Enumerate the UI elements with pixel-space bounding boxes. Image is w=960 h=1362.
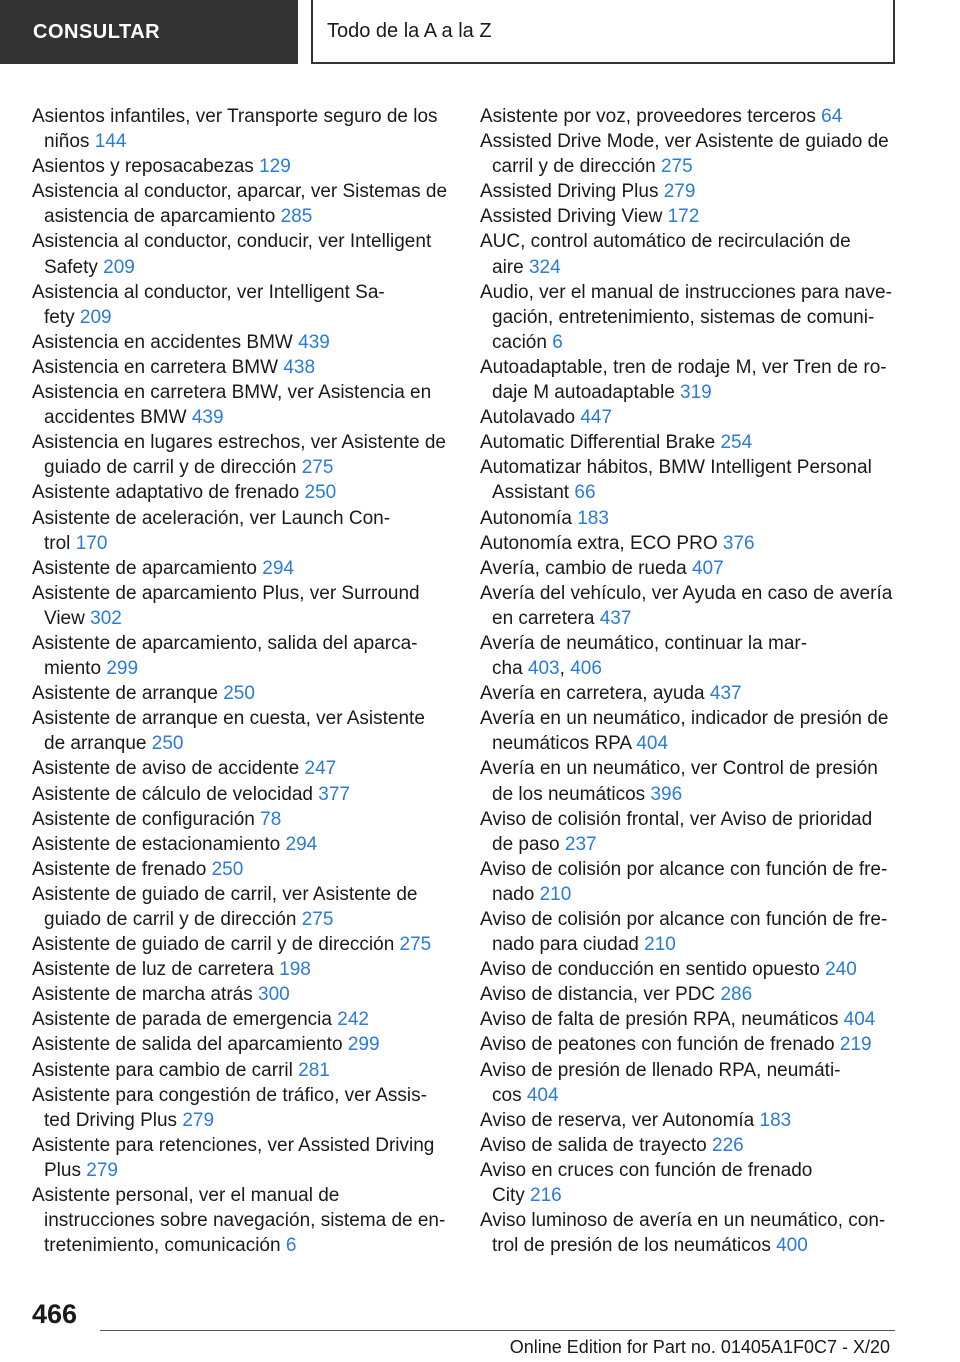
index-entry [480,1007,900,1032]
index-entry [480,1208,900,1258]
index-term: Aviso de peatones con función de frenado [480,1034,835,1056]
index-entry [480,982,900,1007]
index-entry [480,204,900,229]
index-entry [32,982,452,1007]
index-term: Aviso de colisión por alcance con función de fre- nado para ciudad [480,909,888,956]
index-term: Asistencia en lugares estrechos, ver Asistente de guiado de carril y de dirección [32,432,447,479]
index-entry [32,681,452,706]
index-term: Aviso de salida de trayecto [480,1134,707,1156]
index-term: Aviso de conducción en sentido opuesto [480,959,820,981]
index-term: Aviso de falta de presión RPA, neumáticos [480,1009,839,1031]
index-term: Asistente de arranque [32,683,218,705]
page-reference-link[interactable]: 78 [260,808,282,830]
index-entry [32,280,452,330]
index-entry [480,1108,900,1133]
page-reference-link[interactable]: 254 [720,432,753,454]
index-term: Asistente de aparcamiento Plus, ver Surround View [32,582,420,629]
page-reference-link[interactable]: 439 [191,407,224,429]
page-reference-link[interactable]: 376 [722,532,755,554]
index-term: Aviso de colisión por alcance con función de fre- nado [480,858,888,905]
page-reference-link[interactable]: 275 [301,909,334,930]
index-entry [480,1032,900,1057]
section-tab[interactable] [0,0,298,64]
page-reference-link[interactable]: 437 [709,683,742,705]
index-term: Asistente de aviso de accidente [32,758,300,780]
index-entry [32,932,452,957]
index-entry [32,782,452,807]
index-entry [32,506,452,556]
page-reference-link[interactable]: 66 [574,482,596,504]
index-entry [480,581,900,631]
index-entry [32,229,452,279]
page-reference-link[interactable]: 404 [636,733,669,755]
page-number: 466 [32,1299,78,1329]
index-entry [32,1183,452,1258]
page-reference-link[interactable]: 172 [667,206,700,228]
index-term: Asistente adaptativo de frenado [32,482,300,504]
index-entry [32,355,452,380]
page-reference-link[interactable]: 396 [650,783,683,805]
index-term: Avería en carretera, ayuda [480,683,705,705]
index-entry [480,857,900,907]
page-reference-link[interactable]: 144 [94,131,127,153]
index-term: Aviso de presión de llenado RPA, neumáti- cos [480,1059,841,1106]
index-entry [32,882,452,932]
page-reference-link[interactable]: 129 [259,156,291,178]
index-entry [32,1133,452,1183]
page-reference-link[interactable]: 400 [776,1235,808,1257]
page-reference-link[interactable]: 279 [86,1159,118,1181]
index-entry [480,179,900,204]
page-reference-link[interactable]: 279 [182,1109,215,1131]
index-entry [32,581,452,631]
index-entry [32,807,452,832]
page-reference-link[interactable]: 404 [843,1009,876,1031]
index-column-left [32,104,452,1258]
index-entry [480,556,900,581]
index-entry [480,681,900,706]
page-reference-link[interactable]: 324 [528,256,561,278]
index-entry [32,104,452,154]
page-reference-link[interactable]: 406 [570,658,602,680]
index-term: Asistente de estacionamiento [32,833,281,855]
index-term: Asistente de configuración [32,808,255,830]
index-entry [32,154,452,179]
index-entry [480,104,900,129]
index-term: Aviso luminoso de avería en un neumático, con- trol de presión de los neumáticos [480,1210,886,1257]
index-entry [480,455,900,505]
index-entry [480,706,900,756]
page-reference-link[interactable]: 302 [90,607,122,629]
page-reference-link[interactable]: 447 [580,407,613,429]
page-reference-link[interactable]: 439 [298,331,330,353]
page-reference-link[interactable]: 6 [285,1235,297,1257]
page-reference-link[interactable]: 294 [262,557,294,579]
page-reference-link[interactable]: 407 [691,557,724,579]
index-term: Avería en un neumático, ver Control de presión de los neumáticos [480,758,878,805]
index-term: Asistente de aceleración, ver Launch Con- trol [32,507,391,554]
index-term: Asistente de guiado de carril y de dirección [32,934,395,956]
page-reference-link[interactable]: 210 [539,883,572,905]
page-reference-link[interactable]: 294 [285,833,318,855]
index-entry [32,832,452,857]
index-entry [480,807,900,857]
index-entry [480,405,900,430]
index-term: Asistencia en accidentes BMW [32,331,293,353]
index-entry [480,756,900,806]
page-reference-link[interactable]: 250 [223,683,255,705]
index-term: Asistencia al conductor, ver Intelligent Sa- fety [32,281,385,328]
index-term: Asientos y reposacabezas [32,156,254,178]
page-reference-link[interactable]: 242 [337,1009,369,1031]
index-term: Avería del vehículo, ver Ayuda en caso de avería en carretera [480,582,893,629]
footer-divider [100,1330,895,1331]
index-entry [32,1007,452,1032]
index-entry [480,957,900,982]
index-term: Autoadaptable, tren de rodaje M, ver Tren de ro- daje M autoadaptable [480,356,887,404]
index-entry [480,229,900,279]
index-entry [32,631,452,681]
index-term: Asistente de aparcamiento [32,557,257,579]
index-term: Avería de neumático, continuar la mar- cha [480,632,808,680]
index-term: Asistente de frenado [32,858,207,880]
page-reference-link[interactable]: 377 [318,783,350,805]
index-entry [32,430,452,480]
index-entry [32,1032,452,1057]
page-title: Todo de la A a la Z [327,19,492,42]
page-reference-link[interactable]: 240 [825,959,857,981]
index-entry [480,430,900,455]
index-term: Aviso de distancia, ver PDC [480,984,716,1006]
page-reference-link[interactable]: 209 [103,256,135,278]
page-reference-link[interactable]: 64 [821,106,843,127]
index-term: Asistente para congestión de tráfico, ver Assis- ted Driving Plus [32,1084,427,1131]
page-reference-link[interactable]: 275 [399,934,432,956]
index-term: Autonomía [480,507,572,529]
index-term: Asistente de arranque en cuesta, ver Asistente de arranque [32,708,425,755]
index-entry [480,355,900,405]
index-term: Asistente de aparcamiento, salida del aparca- miento [32,632,418,680]
index-entry [480,506,900,531]
index-term: Asistente de parada de emergencia [32,1009,332,1031]
index-term: Asistente de marcha atrás [32,984,253,1006]
page-reference-link[interactable]: 286 [720,984,753,1006]
page-reference-link[interactable]: 216 [530,1185,562,1207]
page-reference-link[interactable]: 403 [527,658,560,680]
index-term: Aviso en cruces con función de frenado City [480,1159,813,1207]
index-term: Asistente de luz de carretera [32,959,274,981]
index-entry [32,330,452,355]
index-term: Asistente para retenciones, ver Assisted Driving Plus [32,1134,435,1181]
page-reference-link[interactable]: 404 [526,1084,559,1106]
index-entry [32,480,452,505]
index-term: Assisted Drive Mode, ver Asistente de guiado de carril y de dirección [480,131,889,178]
index-term: Asistente de salida del aparcamiento [32,1034,343,1056]
page-reference-link[interactable]: 285 [280,206,313,228]
page-reference-link[interactable]: 170 [75,532,108,554]
index-term: Asistente para cambio de carril [32,1059,293,1081]
index-entry [32,857,452,882]
page-reference-link[interactable]: 299 [106,658,139,680]
page-reference-link[interactable]: 281 [298,1059,330,1081]
page-reference-link[interactable]: 299 [347,1034,380,1056]
page-reference-link[interactable]: 250 [151,733,184,755]
index-term: Asistente de cálculo de velocidad [32,783,313,805]
index-entry [32,706,452,756]
index-entry [32,1058,452,1083]
index-entry [480,1158,900,1208]
index-term: Asistente personal, ver el manual de instrucciones sobre navegación, sistema de en- tretenimiento, comunicación [32,1185,446,1257]
index-entry [32,380,452,430]
index-term: Automatic Differential Brake [480,432,716,454]
page-reference-link[interactable]: 275 [660,156,693,178]
index-entry [32,1083,452,1133]
index-entry [480,1133,900,1158]
page-reference-link[interactable]: 279 [663,181,696,203]
page-reference-link[interactable]: 437 [599,607,632,629]
page-reference-link[interactable]: 247 [304,758,337,780]
index-entry [32,957,452,982]
index-entry [32,556,452,581]
index-term: AUC, control automático de recirculación de aire [480,231,851,278]
index-entry: Avería de neumático, continuar la mar- cha 403, 406 [480,632,808,680]
page-reference-link[interactable]: 198 [279,959,311,981]
page-reference-link[interactable]: 210 [644,934,676,956]
index-entry [32,756,452,781]
index-entry [480,280,900,355]
index-term: Asistencia al conductor, aparcar, ver Sistemas de asistencia de aparcamiento [32,181,448,228]
index-term: Aviso de reserva, ver Autonomía [480,1109,755,1131]
index-term: Asistencia en carretera BMW [32,356,279,378]
section-label: CONSULTAR [33,20,161,43]
index-entry [480,129,900,179]
index-term: Autonomía extra, ECO PRO [480,532,718,554]
index-term: Asientos infantiles, ver Transporte seguro de los niños [32,106,438,153]
index-entry [32,179,452,229]
index-term: Audio, ver el manual de instrucciones para nave- gación, entretenimiento, sistemas de comuni- cación [480,281,892,353]
page-reference-link[interactable]: 438 [283,356,316,378]
page-reference-link[interactable]: 275 [301,457,334,479]
index-term: Asistente de guiado de carril, ver Asistente de guiado de carril y de dirección [32,883,418,930]
index-term: Avería, cambio de rueda [480,557,687,579]
page-reference-link[interactable]: 300 [258,984,290,1006]
page-reference-link[interactable]: 219 [839,1034,872,1056]
index-term: Asistente por voz, proveedores terceros [480,106,816,127]
page-reference-link[interactable]: 6 [552,331,563,353]
index-term: Avería en un neumático, indicador de presión de neumáticos RPA [480,708,889,755]
index-column-right [480,104,900,1258]
page-reference-link[interactable]: 209 [79,306,112,328]
index-term: Asistencia en carretera BMW, ver Asistencia en accidentes BMW [32,382,432,429]
edition-note: Online Edition for Part no. 01405A1F0C7 - X/20 [509,1337,890,1357]
index-term: Assisted Driving Plus [480,181,659,203]
index-term: Autolavado [480,407,576,429]
page-reference-link[interactable]: 183 [577,507,609,529]
header-title-box [311,0,895,64]
index-term: Automatizar hábitos, BMW Intelligent Personal Assistant [480,457,872,504]
index-entry [480,1058,900,1108]
index-entry [480,531,900,556]
page-reference-link[interactable]: 226 [712,1134,744,1156]
index-entry [480,907,900,957]
page-reference-link[interactable]: 183 [759,1109,792,1131]
page-reference-link[interactable]: 319 [680,382,712,404]
page-reference-link[interactable]: 250 [211,858,244,880]
index-term: Assisted Driving View [480,206,663,228]
index-term: Asistencia al conductor, conducir, ver Intelligent Safety [32,231,432,278]
page-reference-link[interactable]: 237 [564,833,597,855]
index-term: Aviso de colisión frontal, ver Aviso de prioridad de paso [480,808,873,855]
page-reference-link[interactable]: 250 [304,482,337,504]
